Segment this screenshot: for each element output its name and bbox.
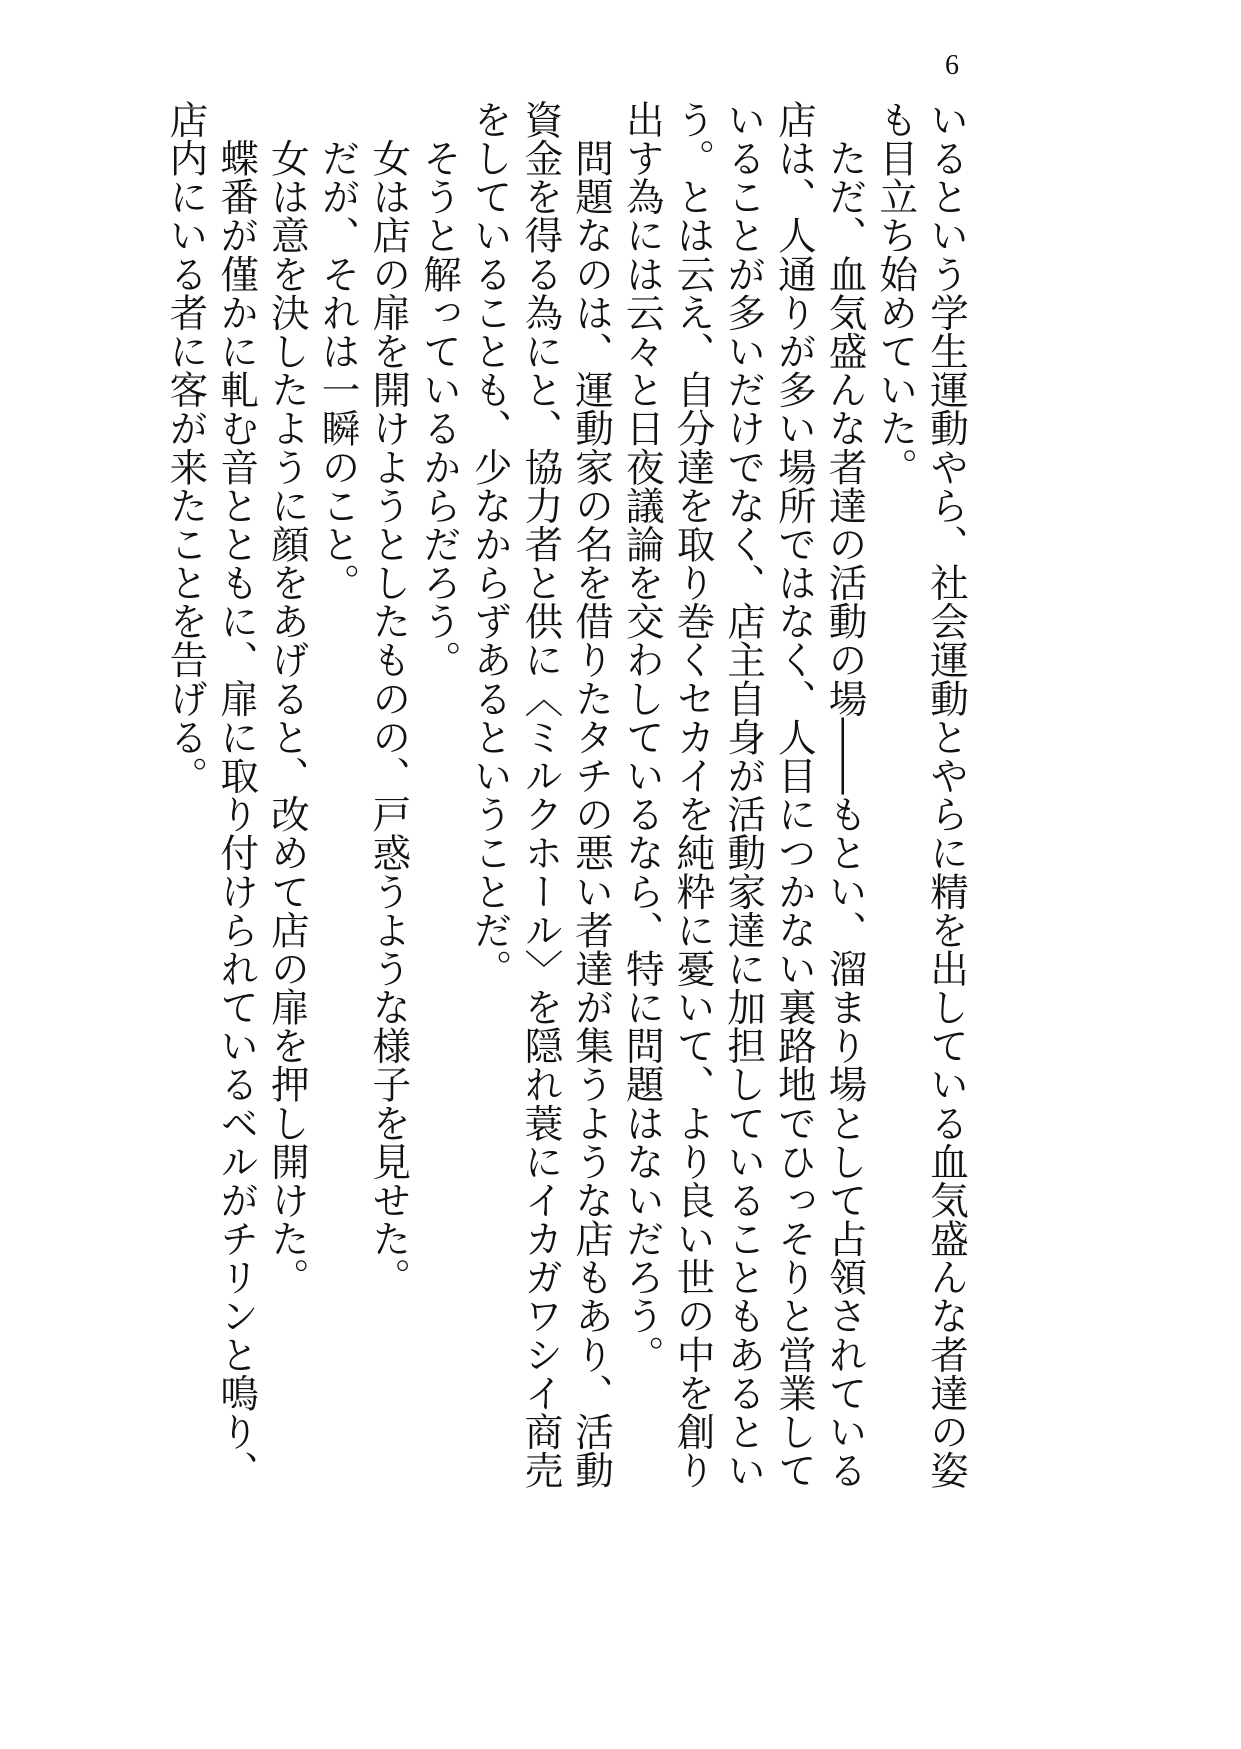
text-line: 蝶番が僅かに軋む音とともに、扉に取り付けられているベルがチリンと鳴り、 [214,100,260,1490]
page-number: 6 [945,50,959,81]
text-line: 問題なのは、運動家の名を借りたタチの悪い者達が集うような店もあり、活動 [569,100,615,1490]
text-line: いるという学生運動やら、社会運動とやらに精を出している血気盛んな者達の姿 [924,100,969,1490]
body-text [159,100,971,1495]
text-line: も目立ち始めていた。 [873,100,919,486]
text-line: そうと解っているからだろう。 [416,100,462,679]
text-line: だが、それは一瞬のこと。 [315,100,361,602]
text-line: 出す為には云々と日夜議論を交わしているなら、特に問題はないだろう。 [619,100,665,1374]
text-line: 女は店の扉を開けようとしたものの、戸惑うような様子を見せた。 [366,100,412,1297]
text-line: 店内にいる者に客が来たことを告げる。 [163,100,209,795]
text-line: 資金を得る為にと、協力者と供に〈ミルクホール〉を隠れ蓑にイカガワシイ商売 [518,100,564,1490]
text-line: ただ、血気盛んな者達の活動の場――もとい、溜まり場として占領されている [822,100,868,1490]
text-line: をしていることも、少なからずあるということだ。 [467,100,513,988]
text-line: 女は意を決したように顔をあげると、改めて店の扉を押し開けた。 [264,100,310,1297]
text-line: 店は、人通りが多い場所ではなく、人目につかない裏路地でひっそりと営業して [771,100,817,1490]
text-line: いることが多いだけでなく、店主自身が活動家達に加担していることもあるとい [721,100,767,1490]
text-line: う。とは云え、自分達を取り巻くセカイを純粋に憂いて、より良い世の中を創り [670,100,716,1490]
